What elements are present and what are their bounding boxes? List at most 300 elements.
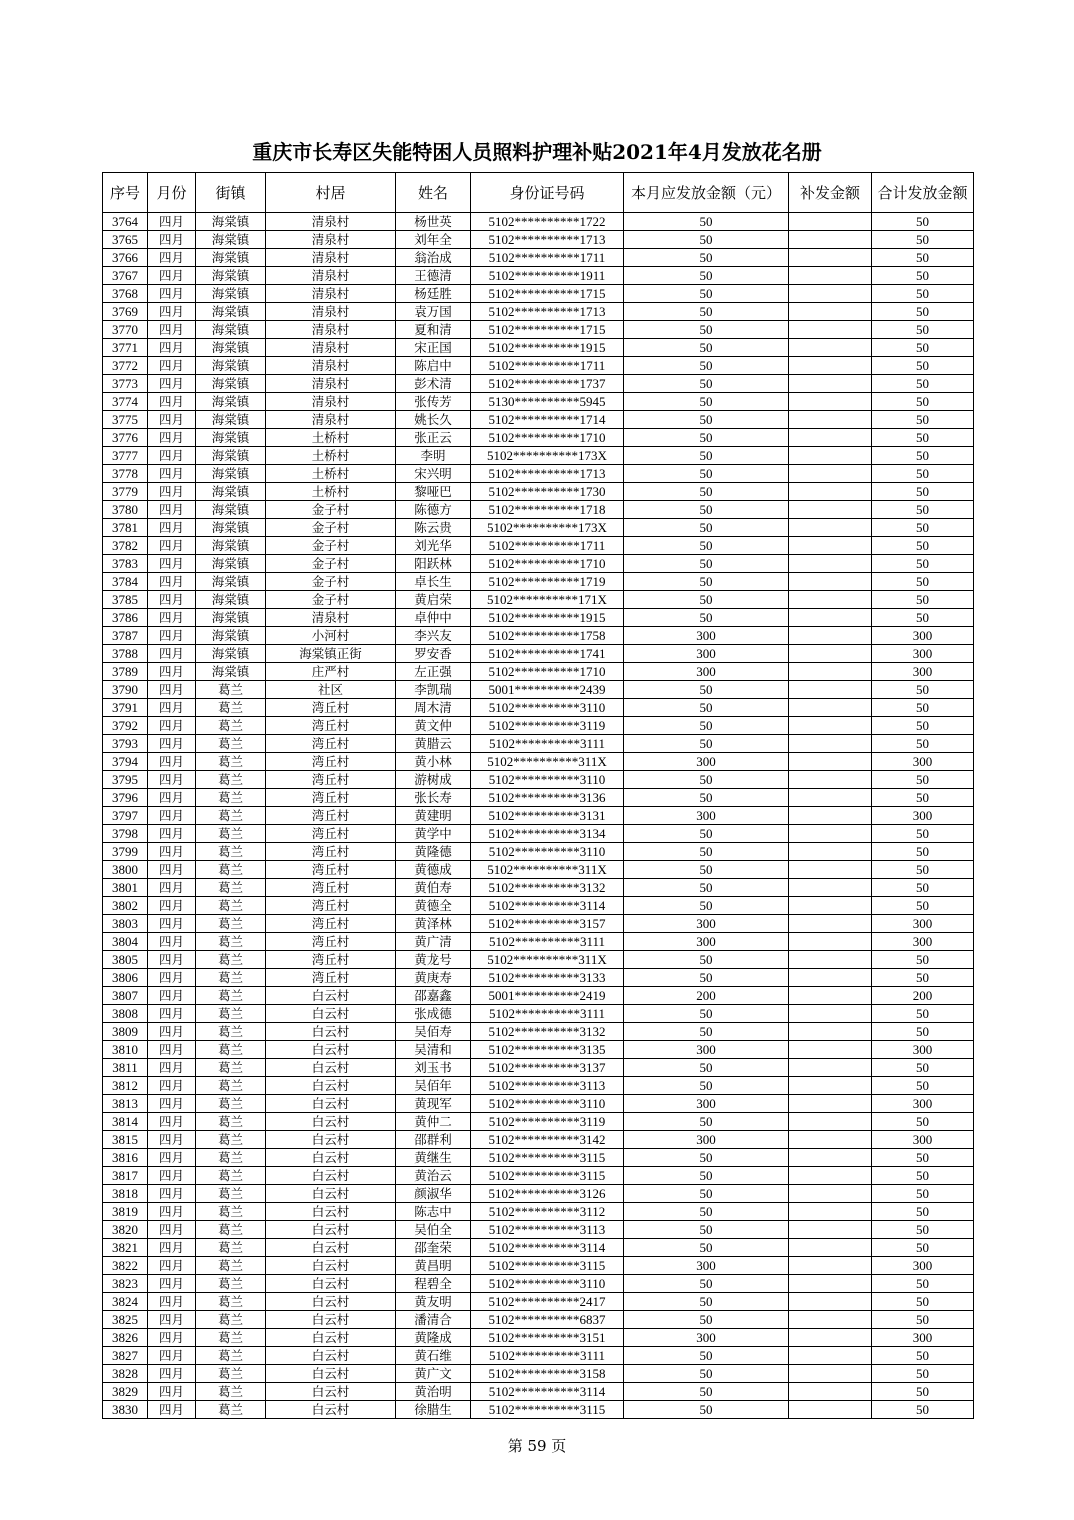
cell-month: 四月	[148, 519, 196, 537]
cell-month: 四月	[148, 1023, 196, 1041]
cell-name: 黄仲二	[396, 1113, 471, 1131]
cell-total: 300	[872, 915, 974, 933]
cell-town: 葛兰	[196, 753, 266, 771]
cell-village: 湾丘村	[266, 879, 396, 897]
cell-supplement	[789, 969, 872, 987]
cell-seq: 3788	[103, 645, 148, 663]
table-row	[103, 735, 974, 753]
cell-month-amount: 50	[624, 843, 789, 861]
cell-month-amount: 50	[624, 969, 789, 987]
cell-supplement	[789, 573, 872, 591]
cell-total: 50	[872, 1077, 974, 1095]
cell-total: 50	[872, 1275, 974, 1293]
cell-total: 50	[872, 1023, 974, 1041]
cell-total: 50	[872, 375, 974, 393]
cell-month-amount: 50	[624, 717, 789, 735]
cell-total: 50	[872, 249, 974, 267]
cell-month: 四月	[148, 393, 196, 411]
cell-town: 海棠镇	[196, 663, 266, 681]
cell-name: 罗安香	[396, 645, 471, 663]
cell-month-amount: 300	[624, 645, 789, 663]
cell-name: 彭术清	[396, 375, 471, 393]
cell-seq: 3776	[103, 429, 148, 447]
table-row	[103, 771, 974, 789]
cell-month-amount: 50	[624, 465, 789, 483]
cell-id: 5102**********3133	[471, 969, 624, 987]
cell-month: 四月	[148, 231, 196, 249]
cell-seq: 3786	[103, 609, 148, 627]
cell-name: 姚长久	[396, 411, 471, 429]
cell-month: 四月	[148, 591, 196, 609]
table-row	[103, 519, 974, 537]
cell-id: 5102**********1713	[471, 465, 624, 483]
cell-month-amount: 50	[624, 429, 789, 447]
cell-supplement	[789, 699, 872, 717]
table-row	[103, 1041, 974, 1059]
cell-village: 白云村	[266, 1329, 396, 1347]
table-row	[103, 231, 974, 249]
cell-seq: 3781	[103, 519, 148, 537]
cell-month: 四月	[148, 1095, 196, 1113]
cell-village: 清泉村	[266, 393, 396, 411]
cell-supplement	[789, 1059, 872, 1077]
cell-town: 葛兰	[196, 915, 266, 933]
cell-name: 黄腊云	[396, 735, 471, 753]
cell-month-amount: 50	[624, 825, 789, 843]
cell-town: 海棠镇	[196, 357, 266, 375]
cell-total: 300	[872, 807, 974, 825]
cell-supplement	[789, 1311, 872, 1329]
cell-id: 5102**********3136	[471, 789, 624, 807]
cell-total: 50	[872, 537, 974, 555]
cell-supplement	[789, 213, 872, 231]
cell-id: 5102**********3126	[471, 1185, 624, 1203]
cell-month: 四月	[148, 1077, 196, 1095]
cell-month: 四月	[148, 411, 196, 429]
cell-village: 白云村	[266, 1113, 396, 1131]
cell-month: 四月	[148, 303, 196, 321]
cell-month-amount: 50	[624, 1347, 789, 1365]
cell-month-amount: 50	[624, 411, 789, 429]
cell-total: 300	[872, 1257, 974, 1275]
cell-month-amount: 50	[624, 771, 789, 789]
cell-total: 300	[872, 1329, 974, 1347]
cell-name: 张长寿	[396, 789, 471, 807]
col-header-seq: 序号	[103, 173, 148, 213]
cell-name: 左正强	[396, 663, 471, 681]
cell-supplement	[789, 1005, 872, 1023]
cell-seq: 3824	[103, 1293, 148, 1311]
cell-month: 四月	[148, 357, 196, 375]
cell-month: 四月	[148, 1041, 196, 1059]
table-row	[103, 645, 974, 663]
cell-village: 湾丘村	[266, 969, 396, 987]
cell-town: 海棠镇	[196, 393, 266, 411]
cell-month: 四月	[148, 1293, 196, 1311]
cell-town: 海棠镇	[196, 537, 266, 555]
cell-village: 小河村	[266, 627, 396, 645]
cell-id: 5102**********3115	[471, 1257, 624, 1275]
cell-seq: 3785	[103, 591, 148, 609]
cell-name: 卓仲中	[396, 609, 471, 627]
cell-supplement	[789, 303, 872, 321]
cell-town: 海棠镇	[196, 231, 266, 249]
cell-supplement	[789, 843, 872, 861]
cell-seq: 3769	[103, 303, 148, 321]
cell-village: 白云村	[266, 1365, 396, 1383]
cell-id: 5102**********3115	[471, 1401, 624, 1419]
cell-month: 四月	[148, 843, 196, 861]
cell-town: 葛兰	[196, 1239, 266, 1257]
cell-month-amount: 50	[624, 897, 789, 915]
table-row	[103, 501, 974, 519]
cell-month: 四月	[148, 753, 196, 771]
cell-town: 葛兰	[196, 1185, 266, 1203]
cell-month-amount: 50	[624, 1401, 789, 1419]
cell-supplement	[789, 1113, 872, 1131]
cell-name: 陈志中	[396, 1203, 471, 1221]
cell-seq: 3816	[103, 1149, 148, 1167]
cell-village: 湾丘村	[266, 771, 396, 789]
cell-seq: 3774	[103, 393, 148, 411]
cell-name: 陈启中	[396, 357, 471, 375]
cell-total: 50	[872, 735, 974, 753]
table-row	[103, 879, 974, 897]
table-row	[103, 1311, 974, 1329]
cell-seq: 3828	[103, 1365, 148, 1383]
table-row	[103, 969, 974, 987]
cell-id: 5102**********3119	[471, 717, 624, 735]
cell-village: 白云村	[266, 987, 396, 1005]
cell-supplement	[789, 267, 872, 285]
table-row	[103, 1275, 974, 1293]
cell-id: 5102**********3110	[471, 1095, 624, 1113]
cell-id: 5102**********1722	[471, 213, 624, 231]
cell-total: 300	[872, 663, 974, 681]
cell-town: 海棠镇	[196, 609, 266, 627]
cell-id: 5102**********1713	[471, 231, 624, 249]
cell-month-amount: 50	[624, 1365, 789, 1383]
cell-total: 50	[872, 1005, 974, 1023]
cell-town: 海棠镇	[196, 213, 266, 231]
cell-town: 葛兰	[196, 1203, 266, 1221]
cell-month-amount: 50	[624, 303, 789, 321]
cell-seq: 3796	[103, 789, 148, 807]
cell-supplement	[789, 663, 872, 681]
cell-id: 5102**********6837	[471, 1311, 624, 1329]
cell-seq: 3830	[103, 1401, 148, 1419]
cell-village: 庄严村	[266, 663, 396, 681]
cell-month-amount: 50	[624, 339, 789, 357]
cell-total: 300	[872, 645, 974, 663]
cell-month-amount: 50	[624, 285, 789, 303]
cell-supplement	[789, 591, 872, 609]
table-row	[103, 1383, 974, 1401]
cell-supplement	[789, 1203, 872, 1221]
cell-seq: 3764	[103, 213, 148, 231]
cell-seq: 3803	[103, 915, 148, 933]
table-row	[103, 1329, 974, 1347]
cell-month: 四月	[148, 717, 196, 735]
cell-seq: 3812	[103, 1077, 148, 1095]
cell-name: 吴伯全	[396, 1221, 471, 1239]
cell-month: 四月	[148, 1059, 196, 1077]
cell-name: 陈德方	[396, 501, 471, 519]
cell-month: 四月	[148, 987, 196, 1005]
cell-name: 黄建明	[396, 807, 471, 825]
cell-total: 50	[872, 1383, 974, 1401]
cell-id: 5102**********1714	[471, 411, 624, 429]
cell-town: 葛兰	[196, 1005, 266, 1023]
cell-village: 湾丘村	[266, 915, 396, 933]
cell-village: 湾丘村	[266, 789, 396, 807]
cell-id: 5102**********3132	[471, 879, 624, 897]
cell-town: 葛兰	[196, 699, 266, 717]
cell-supplement	[789, 1401, 872, 1419]
cell-name: 黄现军	[396, 1095, 471, 1113]
cell-total: 50	[872, 843, 974, 861]
cell-seq: 3793	[103, 735, 148, 753]
cell-supplement	[789, 753, 872, 771]
cell-seq: 3826	[103, 1329, 148, 1347]
cell-town: 葛兰	[196, 1365, 266, 1383]
cell-village: 白云村	[266, 1041, 396, 1059]
cell-town: 葛兰	[196, 1041, 266, 1059]
cell-month-amount: 50	[624, 789, 789, 807]
cell-total: 50	[872, 951, 974, 969]
cell-town: 海棠镇	[196, 591, 266, 609]
cell-village: 白云村	[266, 1257, 396, 1275]
cell-month-amount: 50	[624, 951, 789, 969]
cell-seq: 3819	[103, 1203, 148, 1221]
cell-month: 四月	[148, 645, 196, 663]
cell-village: 白云村	[266, 1203, 396, 1221]
cell-name: 黄昌明	[396, 1257, 471, 1275]
col-header-village: 村居	[266, 173, 396, 213]
cell-seq: 3773	[103, 375, 148, 393]
cell-month-amount: 50	[624, 1167, 789, 1185]
cell-name: 程碧全	[396, 1275, 471, 1293]
table-row	[103, 933, 974, 951]
table-row	[103, 357, 974, 375]
cell-name: 吴佰寿	[396, 1023, 471, 1041]
cell-total: 50	[872, 1221, 974, 1239]
cell-seq: 3806	[103, 969, 148, 987]
cell-town: 葛兰	[196, 1311, 266, 1329]
cell-month-amount: 50	[624, 1275, 789, 1293]
cell-seq: 3807	[103, 987, 148, 1005]
cell-town: 海棠镇	[196, 321, 266, 339]
cell-name: 张成德	[396, 1005, 471, 1023]
cell-month-amount: 50	[624, 699, 789, 717]
cell-month-amount: 50	[624, 321, 789, 339]
cell-village: 清泉村	[266, 285, 396, 303]
table-row	[103, 1005, 974, 1023]
cell-village: 湾丘村	[266, 753, 396, 771]
cell-month-amount: 50	[624, 357, 789, 375]
cell-month-amount: 300	[624, 627, 789, 645]
cell-month: 四月	[148, 1113, 196, 1131]
cell-month-amount: 300	[624, 933, 789, 951]
cell-month-amount: 300	[624, 753, 789, 771]
cell-seq: 3780	[103, 501, 148, 519]
cell-village: 白云村	[266, 1311, 396, 1329]
cell-supplement	[789, 879, 872, 897]
cell-total: 50	[872, 681, 974, 699]
table-row	[103, 843, 974, 861]
cell-total: 50	[872, 573, 974, 591]
table-row	[103, 339, 974, 357]
cell-total: 300	[872, 1131, 974, 1149]
cell-total: 50	[872, 1293, 974, 1311]
table-row	[103, 915, 974, 933]
cell-month: 四月	[148, 609, 196, 627]
cell-town: 葛兰	[196, 843, 266, 861]
cell-month: 四月	[148, 699, 196, 717]
cell-name: 李凯瑞	[396, 681, 471, 699]
cell-supplement	[789, 1185, 872, 1203]
cell-month-amount: 50	[624, 447, 789, 465]
cell-seq: 3802	[103, 897, 148, 915]
cell-seq: 3768	[103, 285, 148, 303]
cell-name: 袁万国	[396, 303, 471, 321]
cell-id: 5102**********3134	[471, 825, 624, 843]
cell-seq: 3810	[103, 1041, 148, 1059]
table-row	[103, 1077, 974, 1095]
cell-village: 白云村	[266, 1059, 396, 1077]
table-row	[103, 375, 974, 393]
table-row	[103, 303, 974, 321]
cell-total: 50	[872, 231, 974, 249]
cell-total: 50	[872, 1311, 974, 1329]
cell-id: 5102**********1911	[471, 267, 624, 285]
table-row	[103, 1365, 974, 1383]
cell-total: 50	[872, 1365, 974, 1383]
cell-total: 50	[872, 699, 974, 717]
page-title: 重庆市长寿区失能特困人员照料护理补贴2021年4月发放花名册	[252, 140, 822, 164]
cell-supplement	[789, 321, 872, 339]
col-header-supplement: 补发金额	[789, 173, 872, 213]
cell-supplement	[789, 1365, 872, 1383]
table-row	[103, 1347, 974, 1365]
cell-seq: 3801	[103, 879, 148, 897]
cell-seq: 3811	[103, 1059, 148, 1077]
cell-month-amount: 50	[624, 1149, 789, 1167]
cell-name: 黄隆德	[396, 843, 471, 861]
cell-month-amount: 50	[624, 1059, 789, 1077]
cell-id: 5102**********3135	[471, 1041, 624, 1059]
table-row	[103, 681, 974, 699]
cell-month-amount: 300	[624, 915, 789, 933]
table-row	[103, 267, 974, 285]
table-row	[103, 753, 974, 771]
cell-seq: 3823	[103, 1275, 148, 1293]
cell-month: 四月	[148, 249, 196, 267]
cell-seq: 3772	[103, 357, 148, 375]
table-row	[103, 1149, 974, 1167]
cell-village: 金子村	[266, 501, 396, 519]
cell-name: 黄治云	[396, 1167, 471, 1185]
cell-id: 5102**********1710	[471, 555, 624, 573]
cell-supplement	[789, 339, 872, 357]
cell-village: 清泉村	[266, 267, 396, 285]
cell-id: 5102**********3113	[471, 1221, 624, 1239]
cell-month-amount: 50	[624, 483, 789, 501]
cell-seq: 3808	[103, 1005, 148, 1023]
cell-village: 社区	[266, 681, 396, 699]
cell-village: 金子村	[266, 537, 396, 555]
cell-seq: 3797	[103, 807, 148, 825]
cell-name: 邵群利	[396, 1131, 471, 1149]
cell-town: 葛兰	[196, 1257, 266, 1275]
cell-id: 5102**********3132	[471, 1023, 624, 1041]
cell-total: 50	[872, 861, 974, 879]
cell-name: 吴清和	[396, 1041, 471, 1059]
cell-village: 白云村	[266, 1095, 396, 1113]
cell-month-amount: 50	[624, 573, 789, 591]
cell-supplement	[789, 1329, 872, 1347]
cell-supplement	[789, 897, 872, 915]
cell-seq: 3798	[103, 825, 148, 843]
cell-month: 四月	[148, 1185, 196, 1203]
table-row	[103, 1113, 974, 1131]
cell-id: 5102**********3114	[471, 1239, 624, 1257]
cell-id: 5102**********3112	[471, 1203, 624, 1221]
cell-town: 葛兰	[196, 879, 266, 897]
cell-total: 50	[872, 519, 974, 537]
cell-name: 黄广文	[396, 1365, 471, 1383]
cell-supplement	[789, 393, 872, 411]
cell-seq: 3771	[103, 339, 148, 357]
cell-total: 50	[872, 879, 974, 897]
cell-town: 葛兰	[196, 681, 266, 699]
cell-id: 5102**********3142	[471, 1131, 624, 1149]
cell-month: 四月	[148, 555, 196, 573]
cell-month: 四月	[148, 933, 196, 951]
cell-month: 四月	[148, 1311, 196, 1329]
cell-town: 葛兰	[196, 1275, 266, 1293]
cell-month: 四月	[148, 339, 196, 357]
cell-id: 5102**********1915	[471, 339, 624, 357]
col-header-name: 姓名	[396, 173, 471, 213]
cell-name: 黄德成	[396, 861, 471, 879]
cell-month: 四月	[148, 951, 196, 969]
table-row	[103, 825, 974, 843]
table-row	[103, 609, 974, 627]
table-row	[103, 627, 974, 645]
cell-total: 50	[872, 339, 974, 357]
cell-name: 黄伯寿	[396, 879, 471, 897]
cell-month: 四月	[148, 1167, 196, 1185]
cell-town: 葛兰	[196, 1347, 266, 1365]
cell-village: 白云村	[266, 1077, 396, 1095]
cell-total: 300	[872, 1095, 974, 1113]
cell-name: 阳跃林	[396, 555, 471, 573]
cell-seq: 3820	[103, 1221, 148, 1239]
cell-supplement	[789, 519, 872, 537]
cell-id: 5102**********3137	[471, 1059, 624, 1077]
cell-name: 刘玉书	[396, 1059, 471, 1077]
page-number: 第 59 页	[507, 1437, 567, 1455]
cell-seq: 3778	[103, 465, 148, 483]
cell-total: 50	[872, 771, 974, 789]
cell-name: 李兴友	[396, 627, 471, 645]
cell-id: 5102**********1713	[471, 303, 624, 321]
cell-name: 游树成	[396, 771, 471, 789]
cell-month: 四月	[148, 213, 196, 231]
cell-month: 四月	[148, 1257, 196, 1275]
cell-village: 清泉村	[266, 375, 396, 393]
